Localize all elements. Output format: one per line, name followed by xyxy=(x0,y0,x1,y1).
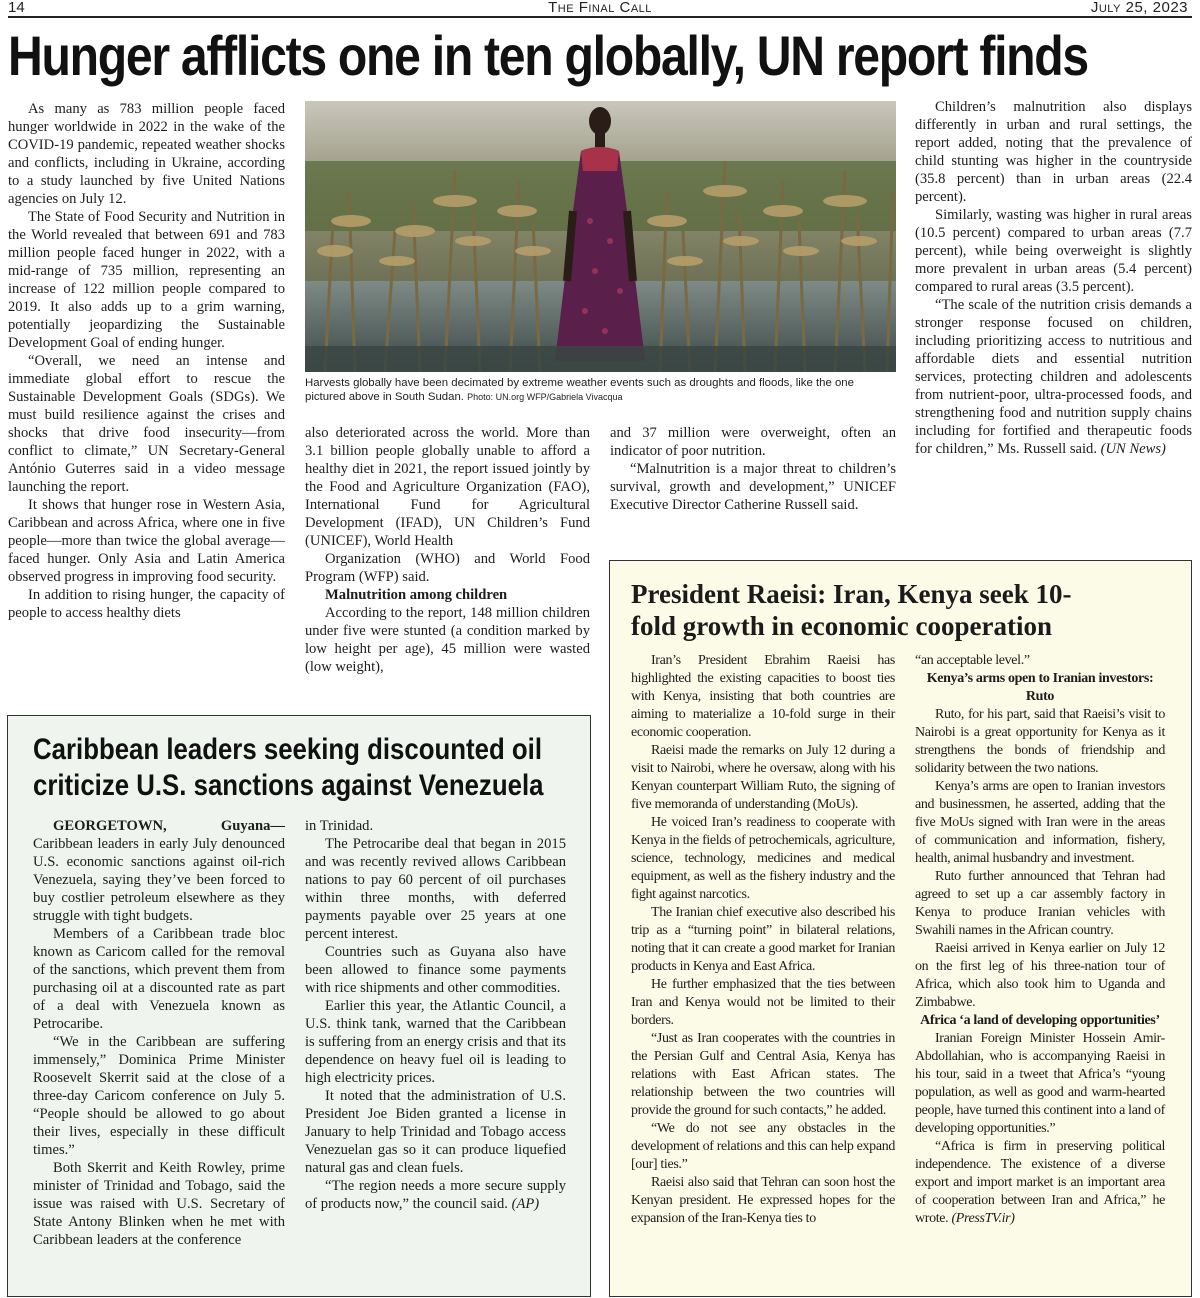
subheading: Africa ‘a land of developing opportunities’ xyxy=(920,1013,1160,1028)
paragraph-text: “The scale of the nutrition crisis demands a stronger response focused on children, including prioritizing access to nutritious and affordable diets and essential nutrition services, protecting children and adolescents from nutrient-poor, ultra-processed foods, and strengthening food and nutrition supply chains including for fortified and therapeutic foods for children,” Ms. Russell said. xyxy=(915,297,1192,457)
paragraph-text: “The region needs a more secure supply of products now,” the council said. xyxy=(305,1178,566,1212)
caribbean-story-box xyxy=(7,715,591,1297)
caribbean-column-2 xyxy=(305,817,566,1213)
subheading: Kenya’s arms open to Iranian investors: Ruto xyxy=(926,671,1154,704)
article-column-4 xyxy=(915,98,1192,458)
caption-text: Harvests globally have been decimated by extreme weather events such as droughts and floods, like the one pictured above in South Sudan. xyxy=(305,377,854,403)
iran-headline-line-1: President Raeisi: Iran, Kenya seek 10- xyxy=(631,579,1072,609)
paragraph: He voiced Iran’s readiness to cooperate with Kenya in the fields of petrochemicals, agriculture, science, technology, medicines and medical equipment, as well as the fishery industry and the fight against narcotics. xyxy=(631,815,895,902)
paragraph: Similarly, wasting was higher in rural areas (10.5 percent) compared to urban areas (7.7 percent), while being overweight is slightly more prevalent in urban areas (5.4 percent) compared to rural areas (3.5 percent). xyxy=(915,207,1192,295)
flood-photo xyxy=(305,101,896,372)
paragraph: Ruto further announced that Tehran had agreed to set up a car assembly factory in Kenya to produce Iranian vehicles with Swahili names in the African country. xyxy=(915,869,1165,938)
paragraph: The Iranian chief executive also described his trip as a “turning point” in bilateral relations, noting that it can create a good market for Iranian products in Kenya and East Africa. xyxy=(631,905,895,974)
paragraph: Earlier this year, the Atlantic Council, a U.S. think tank, warned that the Caribbean is suffering from an energy crisis and that its dependence on heavy fuel oil is leading to high electricity prices. xyxy=(305,998,566,1086)
paragraph: Iranian Foreign Minister Hossein Amir-Abdollahian, who is accompanying Raeisi in his tour, said in a tweet that Africa’s “young population, as well as good and warm-hearted people, have turned this continent into a land of developing opportunities.” xyxy=(915,1031,1165,1136)
paragraph: According to the report, 148 million children under five were stunted (a condition marked by low height per age), 45 million were wasted (low weight), xyxy=(305,605,590,675)
paragraph: also deteriorated across the world. More than 3.1 billion people globally unable to afford a healthy diet in 2021, the report issued jointly by the Food and Agriculture Organization (FAO), International Fund for Agricultural Development (IFAD), UN Children’s Fund (UNICEF), World Health xyxy=(305,425,590,549)
paragraph: In addition to rising hunger, the capacity of people to access healthy diets xyxy=(8,587,285,621)
paragraph: and 37 million were overweight, often an indicator of poor nutrition. xyxy=(610,425,896,459)
paragraph: Ruto, for his part, said that Raeisi’s visit to Nairobi is a great opportunity for Kenya as it strengthens the bonds of friendship and solidarity between the two nations. xyxy=(915,707,1165,776)
source-credit: (PressTV.ir) xyxy=(951,1211,1015,1226)
subheading: Malnutrition among children xyxy=(325,587,508,603)
paragraph: “We do not see any obstacles in the development of relations and this can help expand [our] ties.” xyxy=(631,1121,895,1172)
source-credit: (UN News) xyxy=(1100,441,1166,457)
page-number: 14 xyxy=(8,0,25,16)
iran-headline-line-2: fold growth in economic cooperation xyxy=(631,611,1052,641)
article-column-3 xyxy=(610,424,896,514)
flood-photo-illustration xyxy=(305,101,896,372)
paragraph: The Petrocaribe deal that began in 2015 and was recently revived allows Caribbean nations to pay 60 percent of oil purchases within three months, with deferred payments payable over 25 years at one percent interest. xyxy=(305,836,566,942)
iran-column-1 xyxy=(631,652,895,1228)
paragraph: Raeisi also said that Tehran can soon host the Kenyan president. He expressed hopes for the expansion of the Iran-Kenya ties to xyxy=(631,1175,895,1226)
paragraph: “We in the Caribbean are suffering immensely,” Dominica Prime Minister Roosevelt Skerrit said at the close of a three-day Caricom conference on July 5. “People should be allowed to go about their lives, especially in these difficult times.” xyxy=(33,1034,285,1158)
paragraph: He further emphasized that the ties between Iran and Kenya would not be limited to their borders. xyxy=(631,977,895,1028)
caribbean-headline-line-1: Caribbean leaders seeking discounted oil xyxy=(33,733,542,766)
photo-caption xyxy=(305,376,897,404)
source-credit: (AP) xyxy=(511,1196,540,1212)
article-column-2 xyxy=(305,424,590,676)
paragraph: Members of a Caribbean trade bloc known as Caricom called for the removal of the sanctions, which prevent them from purchasing oil at a discounted rate as part of a deal with Venezuela known as Petrocaribe. xyxy=(33,926,285,1032)
paragraph: Iran’s President Ebrahim Raeisi has highlighted the existing capacities to boost ties with Kenya, insisting that both countries are aiming to materialize a 10-fold surge in their economic cooperation. xyxy=(631,653,895,740)
paragraph: It noted that the administration of U.S. President Joe Biden granted a license in January to help Trinidad and Tobago access Venezuelan gas so it can produce liquefied natural gas and clean fuels. xyxy=(305,1088,566,1176)
paragraph: “Just as Iran cooperates with the countries in the Persian Gulf and Central Asia, Kenya has relations with East African states. The relationship between the two countries will provide the ground for such contacts,” he added. xyxy=(631,1031,895,1118)
caribbean-column-1 xyxy=(33,817,285,1249)
paragraph: It shows that hunger rose in Western Asia, Caribbean and across Africa, where one in five people—more than twice the global average—faced hunger. Only Asia and Latin America observed progress in improving food security. xyxy=(8,497,285,585)
newspaper-name: The Final Call xyxy=(548,0,652,16)
paragraph: Both Skerrit and Keith Rowley, prime minister of Trinidad and Tobago, said the issue was raised with U.S. Secretary of State Antony Blinken when he met with Caribbean leaders at the conference xyxy=(33,1160,285,1248)
paragraph: The State of Food Security and Nutrition in the World revealed that between 691 and 783 million people faced hunger in 2022, with a mid-range of 735 million, representing an increase of 122 million people compared to 2019. It also adds up to a grim warning, potentially jeopardizing the Sustainable Development Goal of ending hunger. xyxy=(8,209,285,351)
paragraph: in Trinidad. xyxy=(305,818,374,834)
issue-date: July 25, 2023 xyxy=(1090,0,1188,16)
paragraph: Kenya’s arms are open to Iranian investors and businessmen, he asserted, adding that the five MoUs signed with Iran were in the areas of communication and information, fishery, health, animal husbandry and investment. xyxy=(915,779,1165,866)
paragraph: “Malnutrition is a major threat to children’s survival, growth and development,” UNICEF Executive Director Catherine Russell said. xyxy=(610,461,896,513)
dateline: GEORGETOWN, Guyana— xyxy=(53,818,285,834)
paragraph xyxy=(915,1138,1165,1228)
article-column-1 xyxy=(8,100,285,622)
caribbean-headline xyxy=(33,732,627,804)
paragraph xyxy=(33,817,285,925)
paragraph: Organization (WHO) and World Food Program (WFP) said. xyxy=(305,551,590,585)
paragraph: Raeisi arrived in Kenya earlier on July 12 on the first leg of his three-nation tour of Africa, which also took him to Uganda and Zimbabwe. xyxy=(915,941,1165,1010)
paragraph: Countries such as Guyana also have been allowed to finance some payments with rice shipments and other commodities. xyxy=(305,944,566,996)
paragraph xyxy=(915,296,1192,458)
iran-story-box xyxy=(609,560,1192,1297)
paragraph-text: Caribbean leaders in early July denounced U.S. economic sanctions against oil-rich Venezuela, saying they’ve been forced to buy costlier petroleum elsewhere as they struggle with tight budgets. xyxy=(33,836,285,924)
paragraph: Raeisi made the remarks on July 12 during a visit to Nairobi, where he oversaw, along with his Kenyan counterpart William Ruto, the signing of five memoranda of understanding (MoUs). xyxy=(631,743,895,812)
caribbean-headline-line-2: criticize U.S. sanctions against Venezuela xyxy=(33,769,544,802)
main-headline: Hunger afflicts one in ten globally, UN report finds xyxy=(8,24,1088,87)
paragraph: Children’s malnutrition also displays differently in urban and rural settings, the report added, noting that the prevalence of child stunting was higher in the countryside (35.8 percent) than in urban areas (22.4 percent). xyxy=(915,99,1192,205)
photo-credit: Photo: UN.org WFP/Gabriela Vivacqua xyxy=(467,392,623,402)
paragraph: “Overall, we need an intense and immediate global effort to rescue the Sustainable Development Goals (SDGs). We must build resilience against the crises and shocks that drive food insecurity—from conflict to climate,” UN Secretary-General António Guterres said in a video message launching the report. xyxy=(8,353,285,495)
paragraph: As many as 783 million people faced hunger worldwide in 2022 in the wake of the COVID-19 pandemic, repeated weather shocks and conflicts, including in Ukraine, according to a study launched by five United Nations agencies on July 12. xyxy=(8,101,285,207)
top-rule xyxy=(8,16,1192,18)
iran-headline xyxy=(631,578,1071,642)
iran-column-2 xyxy=(915,652,1165,1228)
paragraph-text: “Africa is firm in preserving political independence. The existence of a diverse export and import market is an important area of cooperation between Iran and Africa,” he wrote. xyxy=(915,1139,1165,1226)
paragraph: “an acceptable level.” xyxy=(915,653,1030,668)
paragraph xyxy=(305,1177,566,1213)
